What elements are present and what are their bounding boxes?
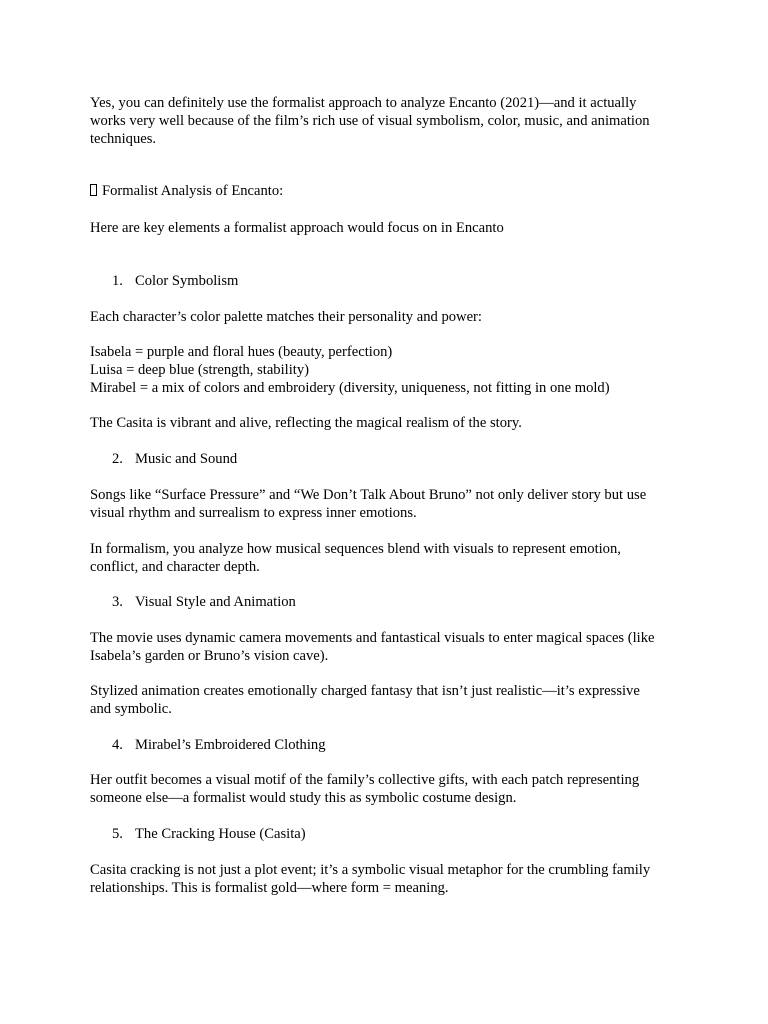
list-title: Visual Style and Animation	[135, 594, 296, 610]
paragraph-line: Isabela’s garden or Bruno’s vision cave).	[90, 648, 329, 664]
list-title: The Cracking House (Casita)	[135, 826, 306, 842]
list-item-3	[112, 593, 672, 611]
color-list-paragraph	[90, 343, 680, 397]
intro-paragraph	[90, 94, 680, 148]
list-item-4	[112, 736, 672, 754]
paragraph	[90, 771, 680, 807]
analysis-heading-text: Formalist Analysis of Encanto:	[102, 183, 284, 199]
list-title: Music and Sound	[135, 451, 238, 467]
paragraph	[90, 414, 680, 432]
paragraph-line: Each character’s color palette matches their personality and power:	[90, 309, 482, 325]
intro-line: works very well because of the film’s rich use of visual symbolism, color, music, and animation	[90, 113, 650, 129]
list-number: 1.	[112, 273, 123, 289]
list-number: 4.	[112, 737, 123, 753]
paragraph	[90, 861, 680, 897]
list-number: 2.	[112, 451, 123, 467]
paragraph-line: The Casita is vibrant and alive, reflecting the magical realism of the story.	[90, 415, 522, 431]
paragraph-line: relationships. This is formalist gold—where form = meaning.	[90, 880, 449, 896]
intro-line: techniques.	[90, 131, 157, 147]
list-title: Mirabel’s Embroidered Clothing	[135, 737, 326, 753]
lead-text: Here are key elements a formalist approach would focus on in Encanto	[90, 220, 504, 236]
intro-line: Yes, you can definitely use the formalist approach to analyze Encanto (2021)—and it actually	[90, 95, 637, 111]
paragraph	[90, 308, 680, 326]
paragraph-line: someone else—a formalist would study this as symbolic costume design.	[90, 790, 517, 806]
paragraph-line: In formalism, you analyze how musical sequences blend with visuals to represent emotion,	[90, 541, 621, 557]
paragraph	[90, 540, 680, 576]
paragraph-line: conflict, and character depth.	[90, 559, 260, 575]
list-number: 5.	[112, 826, 123, 842]
paragraph-line: Mirabel = a mix of colors and embroidery (diversity, uniqueness, not fitting in one mold)	[90, 380, 610, 396]
paragraph-line: visual rhythm and surrealism to express inner emotions.	[90, 505, 417, 521]
list-item-1	[112, 272, 672, 290]
missing-glyph-icon	[90, 184, 97, 196]
list-title: Color Symbolism	[135, 273, 239, 289]
paragraph-line: Stylized animation creates emotionally charged fantasy that isn’t just realistic—it’s expressive	[90, 683, 640, 699]
paragraph-line: Songs like “Surface Pressure” and “We Don’t Talk About Bruno” not only deliver story but use	[90, 487, 647, 503]
paragraph-line: Her outfit becomes a visual motif of the family’s collective gifts, with each patch representing	[90, 772, 640, 788]
paragraph-line: Isabela = purple and floral hues (beauty, perfection)	[90, 344, 393, 360]
list-number: 3.	[112, 594, 123, 610]
list-item-5	[112, 825, 672, 843]
paragraph-line: and symbolic.	[90, 701, 172, 717]
paragraph-line: Casita cracking is not just a plot event; it’s a symbolic visual metaphor for the crumbling family	[90, 862, 651, 878]
list-item-2	[112, 450, 672, 468]
analysis-heading	[90, 182, 680, 200]
paragraph-line: Luisa = deep blue (strength, stability)	[90, 362, 309, 378]
paragraph	[90, 486, 680, 522]
lead-paragraph	[90, 219, 680, 237]
paragraph	[90, 682, 680, 718]
paragraph-line: The movie uses dynamic camera movements and fantastical visuals to enter magical spaces (like	[90, 630, 655, 646]
paragraph	[90, 629, 680, 665]
